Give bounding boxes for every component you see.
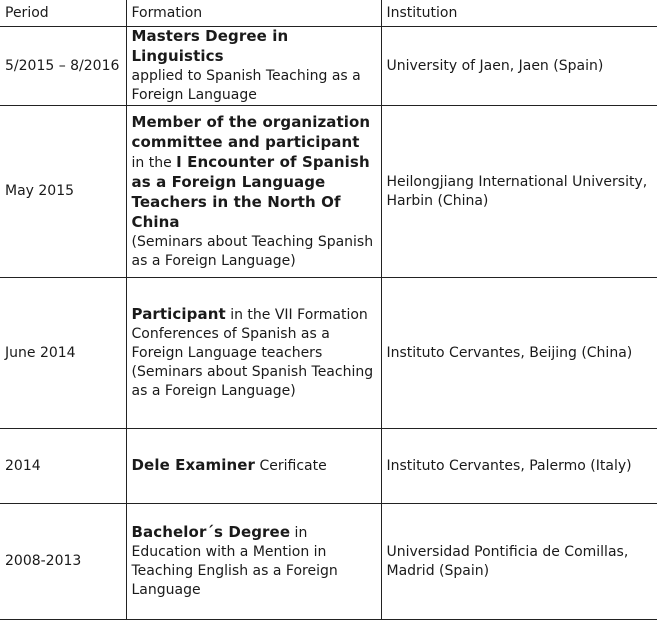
- header-row: [0, 0, 657, 27]
- table-row: [0, 278, 657, 429]
- formation-title: Member of the organization committee and participant: [131, 112, 371, 151]
- institution-cell: University of Jaen, Jaen (Spain): [381, 27, 657, 106]
- institution-cell: Universidad Pontificia de Comillas, Madrid (Spain): [381, 504, 657, 620]
- period-cell: June 2014: [0, 278, 126, 429]
- institution-cell: Instituto Cervantes, Beijing (China): [381, 278, 657, 429]
- formation-event: I Encounter of Spanish as a Foreign Language Teachers in the North Of China: [131, 152, 370, 231]
- formation-cell: [126, 504, 381, 620]
- period-cell: May 2015: [0, 106, 126, 278]
- table-row: [0, 504, 657, 620]
- formation-detail: in the VII Formation Conferences of Spanish as a Foreign Language teachers (Seminars about Spanish Teaching as a Foreign Language): [131, 307, 374, 399]
- period-cell: 2014: [0, 429, 126, 504]
- formation-cell: [126, 106, 381, 278]
- formation-cell: [126, 27, 381, 106]
- formation-detail: in Education with a Mention in Teaching English as a Foreign Language: [131, 525, 338, 598]
- table-row: [0, 27, 657, 106]
- formation-title: Masters Degree in Linguistics: [131, 27, 289, 65]
- formation-title: Dele Examiner: [131, 456, 256, 474]
- formation-cell: [126, 429, 381, 504]
- formation-title: Bachelor´s Degree: [131, 523, 291, 541]
- header-formation: Formation: [126, 0, 381, 27]
- header-period: Period: [0, 0, 126, 27]
- formation-detail: Cerificate: [255, 458, 327, 474]
- period-cell: 5/2015 – 8/2016: [0, 27, 126, 106]
- formation-connector: in the: [131, 154, 177, 171]
- table-row: [0, 429, 657, 504]
- table-row: [0, 106, 657, 278]
- formation-detail: (Seminars about Teaching Spanish as a Foreign Language): [131, 233, 374, 269]
- header-institution: Institution: [381, 0, 657, 27]
- formation-detail: applied to Spanish Teaching as a Foreign Language: [131, 68, 361, 103]
- institution-cell: Instituto Cervantes, Palermo (Italy): [381, 429, 657, 504]
- institution-cell: Heilongjiang International University, Harbin (China): [381, 106, 657, 278]
- formation-title: Participant: [131, 305, 226, 323]
- period-cell: 2008-2013: [0, 504, 126, 620]
- formation-cell: [126, 278, 381, 429]
